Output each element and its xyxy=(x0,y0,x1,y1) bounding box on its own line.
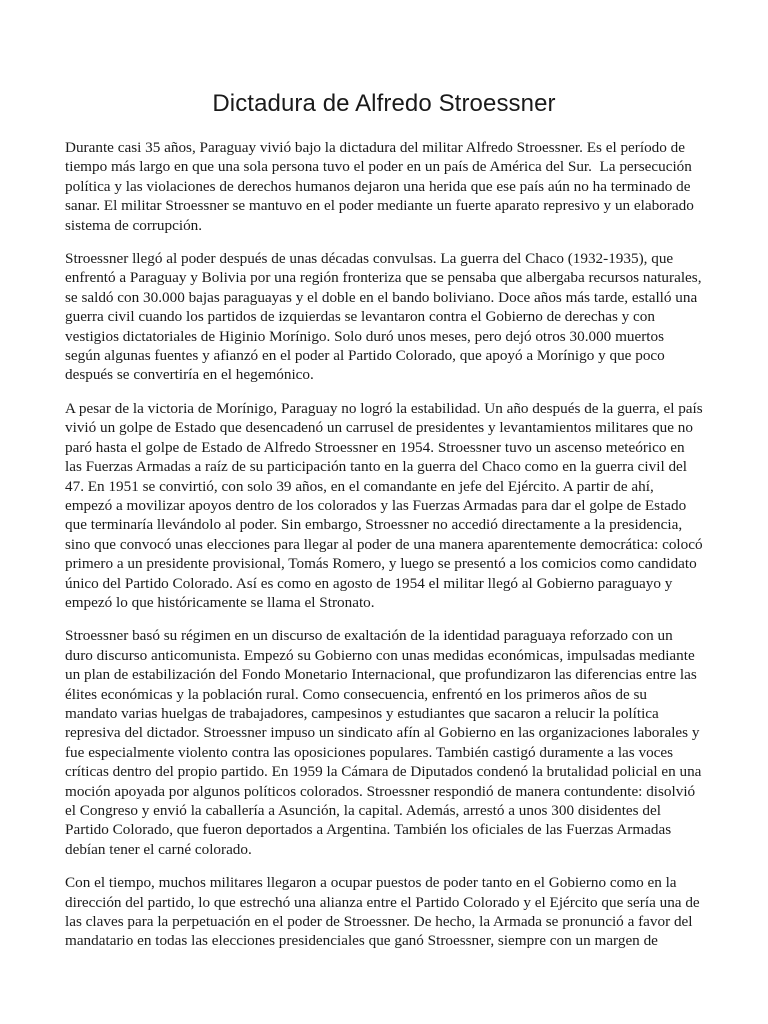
paragraph-4: Stroessner basó su régimen en un discurso de exaltación de la identidad paraguaya reforzado con un duro discurso anticomunista. Empezó su Gobierno con unas medidas económicas, impulsadas mediante un plan de estabilización del Fondo Monetario Internacional, que profundizaron las diferencias entre las élites económicas y la población rural. Como consecuencia, enfrentó en los primeros años de su mandato varias huelgas de trabajadores, campesinos y estudiantes que sacaron a relucir la política represiva del dictador. Stroessner impuso un sindicato afín al Gobierno en las organizaciones laborales y fue especialmente violento contra las oposiciones populares. También castigó duramente a las voces críticas dentro del propio partido. En 1959 la Cámara de Diputados condenó la brutalidad policial en una moción apoyada por algunos políticos colorados. Stroessner respondió de manera contundente: disolvió el Congreso y envió la caballería a Asunción, la capital. Además, arrestó a unos 300 disidentes del Partido Colorado, que fueron deportados a Argentina. También los oficiales de las Fuerzas Armadas debían tener el carné colorado. xyxy=(65,627,706,858)
paragraph-5: Con el tiempo, muchos militares llegaron a ocupar puestos de poder tanto en el Gobierno como en la dirección del partido, lo que estrechó una alianza entre el Partido Colorado y el Ejército que sería una de las claves para la perpetuación en el poder de Stroessner. De hecho, la Armada se pronunció a favor del mandatario en todas las elecciones presidenciales que ganó Stroessner, siempre con un margen de xyxy=(65,874,704,950)
paragraph-2: Stroessner llegó al poder después de unas décadas convulsas. La guerra del Chaco (1932-1935), que enfrentó a Paraguay y Bolivia por una región fronteriza que se pensaba que albergaba recursos naturales, se saldó con 30.000 bajas paraguayas y el doble en el bando boliviano. Doce años más tarde, estalló una guerra civil cuando los partidos de izquierdas se levantaron contra el Gobierno de derechas y con vestigios dictatoriales de Higinio Morínigo. Solo duró unos meses, pero dejó otros 30.000 muertos según algunas fuentes y afianzó en el poder al Partido Colorado, que apoyó a Morínigo y que poco después se convertiría en el hegemónico. xyxy=(65,250,706,384)
paragraph-3: A pesar de la victoria de Morínigo, Paraguay no logró la estabilidad. Un año después de la guerra, el país vivió un golpe de Estado que desencadenó un carrusel de presidentes y levantamientos militares que no paró hasta el golpe de Estado de Alfredo Stroessner en 1954. Stroessner tuvo un ascenso meteórico en las Fuerzas Armadas a raíz de su participación tanto en la guerra del Chaco como en la guerra civil del 47. En 1951 se convirtió, con solo 39 años, en el comandante en jefe del Ejército. A partir de ahí, empezó a movilizar apoyos dentro de los colorados y las Fuerzas Armadas para dar el golpe de Estado que terminaría llevándolo al poder. Sin embargo, Stroessner no accedió directamente a la presidencia, sino que convocó unas elecciones para llegar al poder de una manera aparentemente democrática: colocó primero a un presidente provisional, Tomás Romero, y luego se presentó a los comicios como candidato único del Partido Colorado. Así es como en agosto de 1954 el militar llegó al Gobierno paraguayo y empezó lo que históricamente se llama el Stronato. xyxy=(65,399,707,611)
paragraph-1: Durante casi 35 años, Paraguay vivió bajo la dictadura del militar Alfredo Stroessner. Es el período de tiempo más largo en que una sola persona tuvo el poder en un país de América del Sur. La persecución política y las violaciones de derechos humanos dejaron una herida que ese país aún no ha terminado de sanar. El militar Stroessner se mantuvo en el poder mediante un fuerte aparato represivo y un elaborado sistema de corrupción. xyxy=(65,139,698,234)
document-title: Dictadura de Alfredo Stroessner xyxy=(212,90,556,117)
